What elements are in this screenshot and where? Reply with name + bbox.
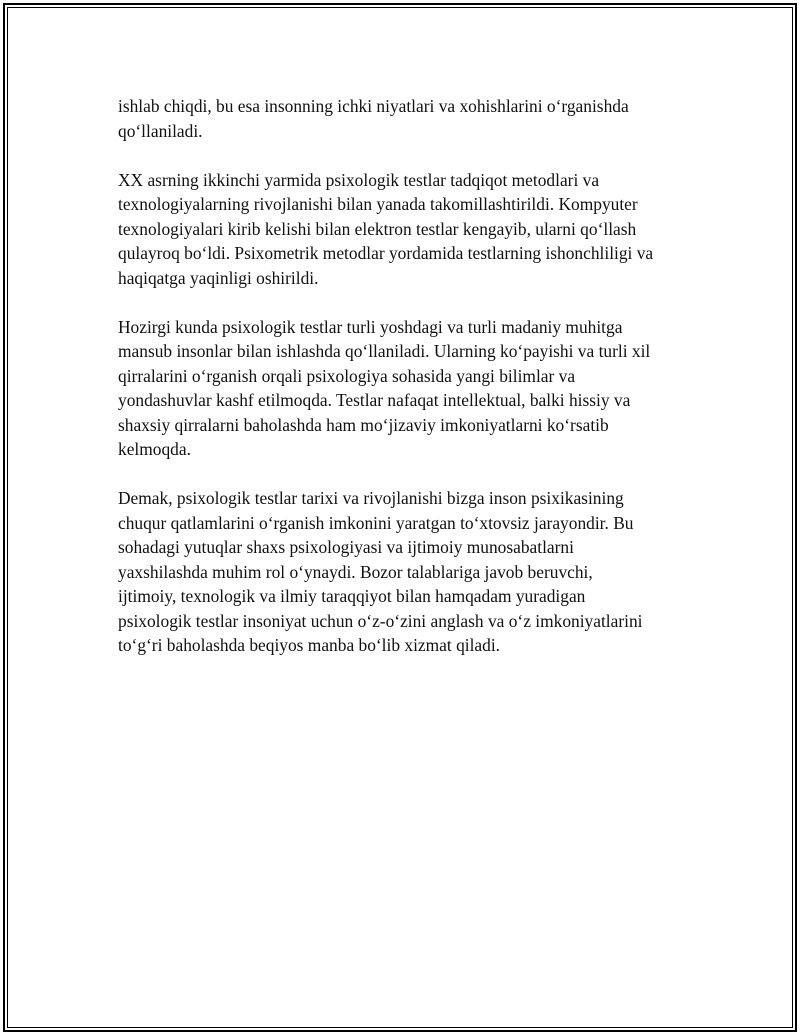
paragraph-3 — [118, 315, 698, 462]
text-line: kelmoqda. — [118, 439, 191, 459]
text-line: chuqur qatlamlarini o‘rganish imkonini yaratgan to‘xtovsiz jarayondir. Bu — [118, 512, 634, 533]
text-line: psixologik testlar insoniyat uchun o‘z-o‘zini anglash va o‘z imkoniyatlarini — [118, 610, 643, 631]
text-line: yondashuvlar kashf etilmoqda. Testlar nafaqat intellektual, balki hissiy va — [118, 390, 631, 410]
text-line: texnologiyalarning rivojlanishi bilan yanada takomillashtirildi. Kompyuter — [118, 194, 638, 214]
text-line: to‘g‘ri baholashda beqiyos manba bo‘lib xizmat qiladi. — [118, 635, 501, 655]
text-line: haqiqatga yaqinligi oshirildi. — [118, 267, 319, 288]
text-line: Hozirgi kunda psixologik testlar turli yoshdagi va turli madaniy muhitga — [118, 316, 623, 337]
text-line: texnologiyalari kirib kelishi bilan elektron testlar kengayib, ularni qo‘llash — [118, 218, 637, 239]
text-line: qulayroq bo‘ldi. Psixometrik metodlar yordamida testlarning ishonchliligi va — [118, 243, 654, 263]
document-body — [118, 94, 698, 682]
text-line: ishlab chiqdi, bu esa insonning ichki niyatlari va xohishlarini o‘rganishda — [118, 96, 629, 116]
text-line: XX asrning ikkinchi yarmida psixologik testlar tadqiqot metodlari va — [118, 169, 600, 190]
text-line: mansub insonlar bilan ishlashda qo‘llaniladi. Ularning ko‘payishi va turli xil — [118, 341, 651, 361]
paragraph-2 — [118, 168, 698, 291]
text-line: shaxsiy qirralarni baholashda ham mo‘jizaviy imkoniyatlarni ko‘rsatib — [118, 414, 609, 435]
text-line: qirralarini o‘rganish orqali psixologiya sohasida yangi bilimlar va — [118, 365, 576, 386]
paragraph-4 — [118, 486, 698, 658]
text-line: yaxshilashda muhim rol o‘ynaydi. Bozor talablariga javob beruvchi, — [118, 561, 593, 582]
text-line: qo‘llaniladi. — [118, 120, 203, 141]
text-line: sohadagi yutuqlar shaxs psixologiyasi va ijtimoiy munosabatlarni — [118, 537, 574, 557]
paragraph-1 — [118, 94, 698, 143]
text-line: ijtimoiy, texnologik va ilmiy taraqqiyot bilan hamqadam yuradigan — [118, 586, 586, 606]
text-line: Demak, psixologik testlar tarixi va rivojlanishi bizga inson psixikasining — [118, 488, 624, 508]
